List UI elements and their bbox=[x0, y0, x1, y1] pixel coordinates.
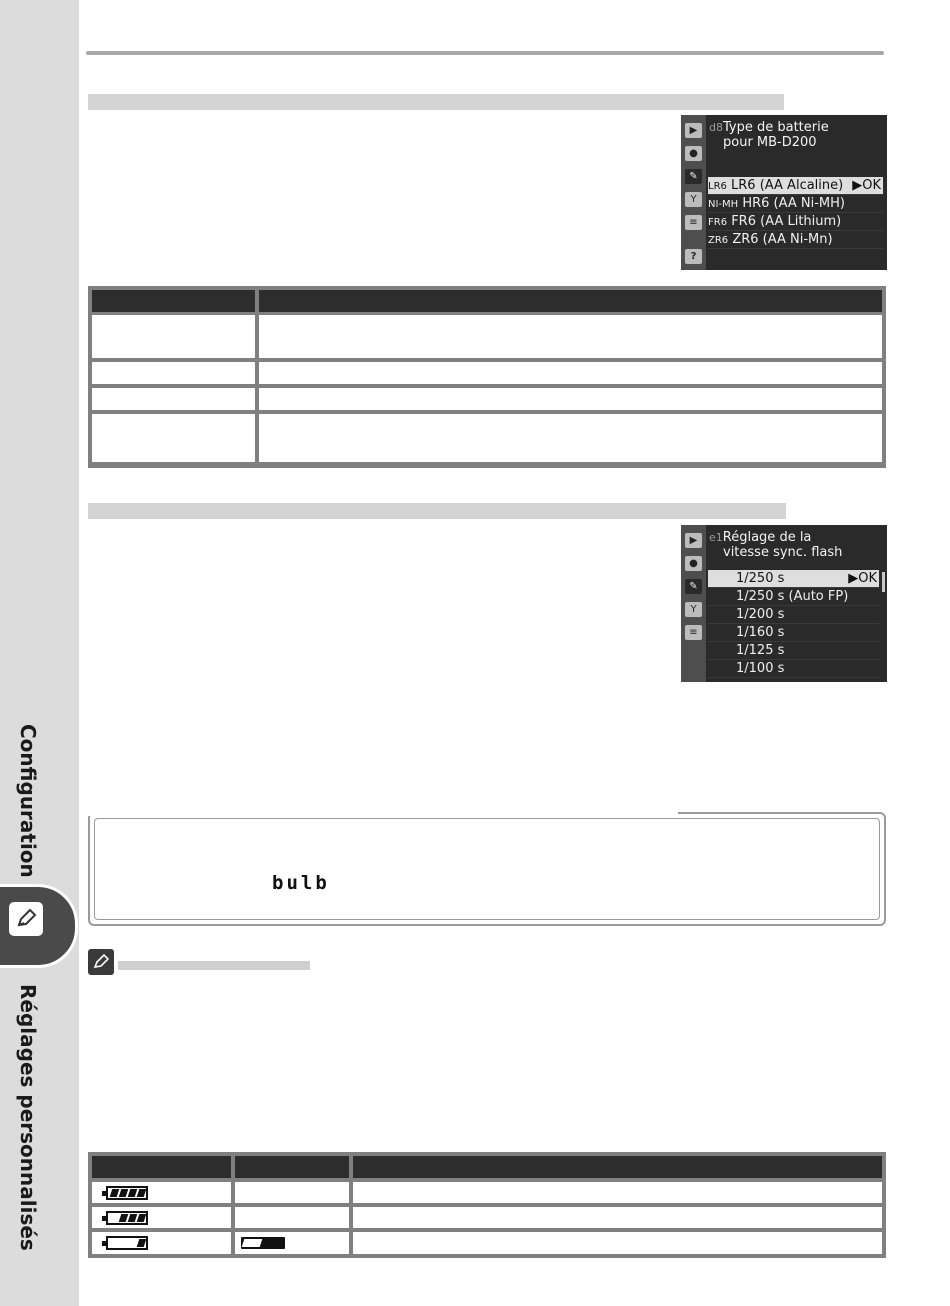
menu-icon: ≡ bbox=[685, 215, 702, 230]
table-header-cell bbox=[92, 290, 255, 312]
option-1-250-auto-fp[interactable] bbox=[708, 588, 879, 606]
title-line-2: vitesse sync. flash bbox=[723, 545, 843, 560]
option-hr6[interactable] bbox=[708, 195, 883, 213]
ok-indicator: ▶OK bbox=[852, 178, 881, 193]
option-label: 1/100 s bbox=[736, 661, 785, 676]
battery-type-icon: NI-MH bbox=[708, 199, 739, 210]
option-label: ZR6 (AA Ni-Mn) bbox=[732, 232, 833, 247]
battery-type-table bbox=[88, 286, 886, 468]
pencil-icon: ✎ bbox=[685, 579, 702, 594]
option-fr6[interactable] bbox=[708, 213, 883, 231]
table-cell bbox=[259, 362, 882, 384]
help-icon: ? bbox=[685, 249, 702, 264]
caution-box bbox=[88, 812, 886, 926]
battery-partial-icon bbox=[106, 1211, 148, 1225]
table-cell bbox=[353, 1182, 882, 1203]
option-label: HR6 (AA Ni-MH) bbox=[742, 196, 845, 211]
wrench-icon: Y bbox=[685, 192, 702, 207]
table-cell bbox=[259, 414, 882, 462]
option-label: FR6 (AA Lithium) bbox=[731, 214, 842, 229]
caution-inner-border bbox=[94, 818, 880, 920]
battery-level-table bbox=[88, 1152, 886, 1258]
option-label: 1/250 s bbox=[736, 571, 785, 586]
table-cell bbox=[235, 1182, 349, 1203]
menu-icon: ≡ bbox=[685, 625, 702, 640]
sidebar-section-label: Configuration bbox=[16, 724, 40, 878]
option-label: 1/200 s bbox=[736, 607, 785, 622]
table-cell bbox=[92, 1232, 231, 1254]
camera-icon: ● bbox=[685, 556, 702, 571]
section-heading-bar-e1 bbox=[88, 503, 786, 519]
battery-type-icon: LR6 bbox=[708, 181, 727, 192]
title-line-1: Réglage de la bbox=[722, 530, 812, 545]
table-cell bbox=[235, 1232, 349, 1254]
option-1-125[interactable] bbox=[708, 642, 879, 660]
scrollbar[interactable] bbox=[882, 572, 885, 592]
menu-tabs bbox=[681, 115, 706, 270]
play-icon: ▶ bbox=[685, 123, 702, 138]
viewfinder-battery-icon bbox=[241, 1237, 285, 1249]
table-cell bbox=[235, 1207, 349, 1228]
screen-title bbox=[709, 120, 829, 135]
table-cell bbox=[92, 1207, 231, 1228]
note-heading-bar bbox=[118, 961, 310, 970]
battery-low-icon bbox=[106, 1236, 148, 1250]
section-heading-bar-d8 bbox=[88, 94, 784, 110]
option-1-250[interactable] bbox=[708, 570, 879, 588]
option-zr6[interactable] bbox=[708, 231, 883, 249]
table-cell bbox=[353, 1232, 882, 1254]
table-cell bbox=[92, 362, 255, 384]
table-cell bbox=[92, 414, 255, 462]
sidebar bbox=[0, 0, 79, 1306]
note-pencil-icon bbox=[88, 949, 114, 975]
option-label: LR6 (AA Alcaline) bbox=[731, 178, 844, 193]
table-cell bbox=[259, 388, 882, 410]
title-line-1: Type de batterie bbox=[722, 120, 829, 135]
table-cell bbox=[92, 315, 255, 358]
camera-icon: ● bbox=[685, 146, 702, 161]
option-1-160[interactable] bbox=[708, 624, 879, 642]
caution-title-gap bbox=[86, 806, 678, 816]
pencil-icon: ✎ bbox=[685, 169, 702, 184]
table-header-cell bbox=[92, 1156, 231, 1178]
table-cell bbox=[92, 388, 255, 410]
title-line-2: pour MB-D200 bbox=[723, 135, 817, 150]
table-header-cell bbox=[235, 1156, 349, 1178]
table-cell bbox=[259, 315, 882, 358]
camera-screen-d8 bbox=[681, 115, 887, 270]
menu-tabs bbox=[681, 525, 706, 682]
table-cell bbox=[353, 1207, 882, 1228]
bulb-display: bulb bbox=[272, 872, 330, 894]
ok-indicator: ▶OK bbox=[848, 571, 877, 586]
menu-code: d8 bbox=[709, 121, 723, 134]
option-lr6[interactable] bbox=[708, 177, 883, 195]
screen-title bbox=[709, 530, 811, 545]
pencil-icon bbox=[9, 902, 43, 936]
option-label: 1/250 s (Auto FP) bbox=[736, 589, 849, 604]
camera-screen-e1 bbox=[681, 525, 887, 682]
battery-type-icon: FR6 bbox=[708, 217, 728, 228]
menu-code: e1 bbox=[709, 531, 723, 544]
table-header-cell bbox=[353, 1156, 882, 1178]
table-cell bbox=[92, 1182, 231, 1203]
option-label: 1/160 s bbox=[736, 625, 785, 640]
top-rule bbox=[86, 51, 884, 55]
option-1-100[interactable] bbox=[708, 660, 879, 678]
battery-full-icon bbox=[106, 1186, 148, 1200]
option-1-200[interactable] bbox=[708, 606, 879, 624]
table-header-cell bbox=[259, 290, 882, 312]
chapter-tab[interactable] bbox=[0, 884, 78, 968]
play-icon: ▶ bbox=[685, 533, 702, 548]
battery-type-icon: ZR6 bbox=[708, 235, 729, 246]
wrench-icon: Y bbox=[685, 602, 702, 617]
option-label: 1/125 s bbox=[736, 643, 785, 658]
sidebar-chapter-label: Réglages personnalisés bbox=[16, 984, 40, 1251]
